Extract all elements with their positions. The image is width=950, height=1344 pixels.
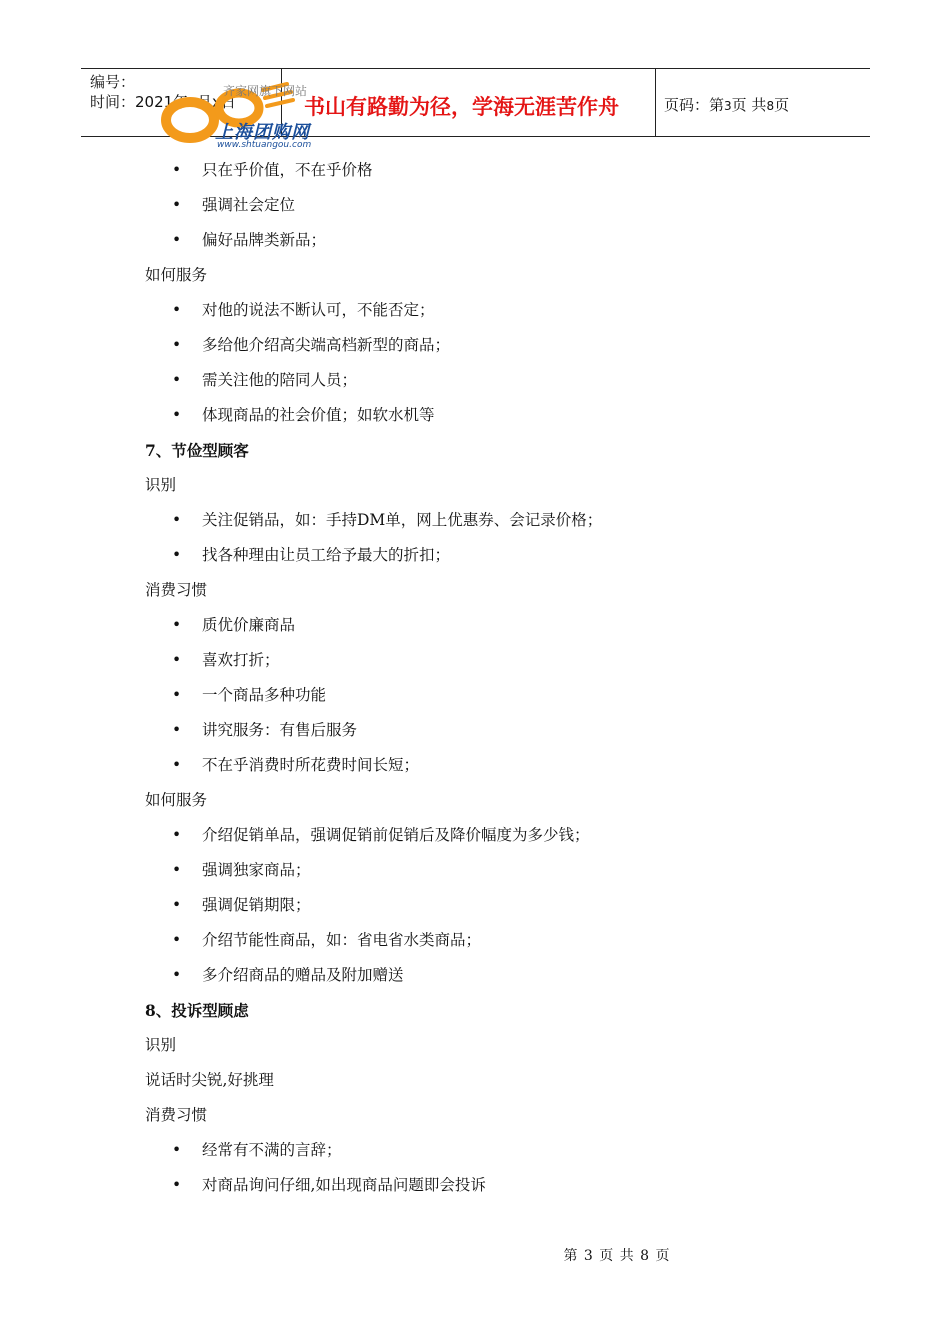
line-text: 经常有不满的言辞； xyxy=(202,1141,342,1159)
bullet-item xyxy=(0,538,950,573)
line-text: 消费习惯 xyxy=(145,581,208,599)
bullet-item xyxy=(0,748,950,783)
line-text: 如何服务 xyxy=(145,791,208,809)
page-suffix: 页 xyxy=(774,96,790,114)
bullet-icon: • xyxy=(172,406,182,424)
bullet-icon: • xyxy=(172,896,182,914)
bullet-icon: • xyxy=(172,196,182,214)
bullet-icon: • xyxy=(172,231,182,249)
bullet-icon: • xyxy=(172,511,182,529)
bullet-item xyxy=(0,958,950,993)
bullet-item xyxy=(0,1133,950,1168)
bullet-icon: • xyxy=(172,756,182,774)
line-text: 对他的说法不断认可，不能否定； xyxy=(202,301,435,319)
bullet-item xyxy=(0,1168,950,1203)
page-total: 8 xyxy=(766,99,775,113)
header-right-cell xyxy=(655,69,870,136)
bullet-item xyxy=(0,398,950,433)
line-text: 强调促销期限； xyxy=(202,896,311,914)
paragraph-line xyxy=(0,468,950,503)
page-mid: 页 共 xyxy=(731,96,767,114)
bullet-item xyxy=(0,923,950,958)
line-text: 7、节俭型顾客 xyxy=(145,441,249,460)
line-text: 8、投诉型顾虑 xyxy=(145,1001,249,1020)
paragraph-line xyxy=(0,258,950,293)
logo-url: www.shtuangou.com xyxy=(217,140,312,150)
line-text: 关注促销品，如：手持DM单，网上优惠券、会记录价格； xyxy=(202,511,603,529)
paragraph-line xyxy=(0,573,950,608)
bullet-item xyxy=(0,608,950,643)
line-text: 强调独家商品； xyxy=(202,861,311,879)
bullet-item xyxy=(0,643,950,678)
bullet-icon: • xyxy=(172,861,182,879)
bullet-icon: • xyxy=(172,616,182,634)
line-text: 一个商品多种功能 xyxy=(202,686,327,704)
bullet-icon: • xyxy=(172,651,182,669)
bullet-item xyxy=(0,818,950,853)
line-text: 消费习惯 xyxy=(145,1106,208,1124)
header-page-indicator xyxy=(664,94,789,115)
bullet-item xyxy=(0,853,950,888)
bullet-icon: • xyxy=(172,931,182,949)
page-footer xyxy=(0,1245,950,1265)
bullet-icon: • xyxy=(172,1176,182,1194)
section-heading xyxy=(0,993,950,1028)
line-text: 识别 xyxy=(145,476,177,494)
line-text: 找各种理由让员工给予最大的折扣； xyxy=(202,546,451,564)
bullet-icon: • xyxy=(172,546,182,564)
paragraph-line xyxy=(0,1098,950,1133)
paragraph-line xyxy=(0,1028,950,1063)
bullet-item xyxy=(0,188,950,223)
bullet-item xyxy=(0,293,950,328)
bullet-icon: • xyxy=(172,1141,182,1159)
bullet-item xyxy=(0,153,950,188)
line-text: 多给他介绍高尖端高档新型的商品； xyxy=(202,336,451,354)
line-text: 不在乎消费时所花费时间长短； xyxy=(202,756,420,774)
line-text: 如何服务 xyxy=(145,266,208,284)
bullet-icon: • xyxy=(172,301,182,319)
site-logo xyxy=(155,74,355,154)
paragraph-line xyxy=(0,783,950,818)
line-text: 只在乎价值，不在乎价格 xyxy=(202,161,373,179)
bullet-icon: • xyxy=(172,966,182,984)
bullet-item xyxy=(0,678,950,713)
section-heading xyxy=(0,433,950,468)
bullet-icon: • xyxy=(172,371,182,389)
bullet-icon: • xyxy=(172,721,182,739)
bullet-item xyxy=(0,328,950,363)
bullet-icon: • xyxy=(172,686,182,704)
line-text: 识别 xyxy=(145,1036,177,1054)
page-prefix: 页码：第 xyxy=(664,96,725,114)
logo-site-name: 上海团购网 xyxy=(215,122,310,143)
bullet-icon: • xyxy=(172,826,182,844)
page-current: 3 xyxy=(724,99,732,113)
line-text: 说话时尖锐,好挑理 xyxy=(145,1071,274,1089)
bullet-item xyxy=(0,713,950,748)
footer-page-number: 第 3 页 共 8 页 xyxy=(563,1248,671,1264)
bullet-item xyxy=(0,888,950,923)
document-body xyxy=(0,153,950,1203)
line-text: 讲究服务：有售后服务 xyxy=(202,721,358,739)
document-number-label: 编号： xyxy=(90,73,136,91)
header-motto: 书山有路勤为径，学海无涯苦作舟 xyxy=(304,95,619,119)
line-text: 介绍节能性商品，如：省电省水类商品； xyxy=(202,931,482,949)
line-text: 质优价廉商品 xyxy=(202,616,296,634)
logo-subtitle: 齐家网旗下网站 xyxy=(223,84,308,98)
line-text: 喜欢打折； xyxy=(202,651,280,669)
line-text: 体现商品的社会价值；如软水机等 xyxy=(202,406,435,424)
line-text: 需关注他的陪同人员； xyxy=(202,371,358,389)
bullet-item xyxy=(0,363,950,398)
line-text: 多介绍商品的赠品及附加赠送 xyxy=(202,966,404,984)
paragraph-line xyxy=(0,1063,950,1098)
line-text: 强调社会定位 xyxy=(202,196,296,214)
line-text: 介绍促销单品，强调促销前促销后及降价幅度为多少钱； xyxy=(202,826,590,844)
document-time-label: 时间：2021年x月x日 xyxy=(90,93,236,111)
bullet-icon: • xyxy=(172,161,182,179)
bullet-item xyxy=(0,223,950,258)
line-text: 对商品询问仔细,如出现商品问题即会投诉 xyxy=(202,1176,486,1194)
bullet-item xyxy=(0,503,950,538)
bullet-icon: • xyxy=(172,336,182,354)
line-text: 偏好品牌类新品； xyxy=(202,231,327,249)
